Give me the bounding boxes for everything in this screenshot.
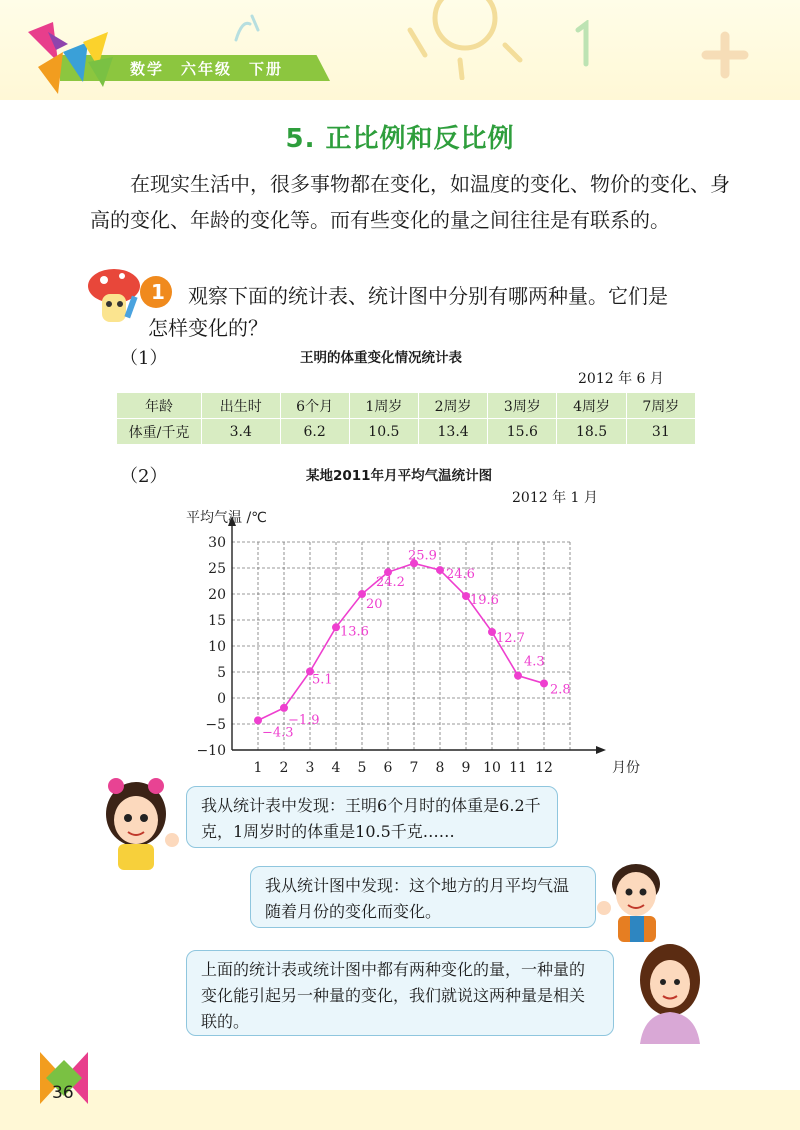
data-label: 13.6 <box>340 624 369 640</box>
y-axis-title: 平均气温 /℃ <box>186 510 267 526</box>
y-tick-label: −10 <box>196 743 226 759</box>
table-cell: 体重/千克 <box>117 419 202 445</box>
part2-label: （2） <box>120 466 168 487</box>
y-tick-label: 20 <box>208 587 226 603</box>
book-title: 数学 六年级 下册 <box>130 60 284 78</box>
number-one-decoration <box>568 20 598 68</box>
chart-date: 2012 年 1 月 <box>512 490 598 506</box>
teacher-character-icon <box>630 940 710 1044</box>
weight-table <box>116 392 696 445</box>
table-caption: 王明的体重变化情况统计表 <box>300 350 462 366</box>
data-label: 24.2 <box>376 575 405 591</box>
x-tick-label: 6 <box>383 760 393 776</box>
x-axis-title: 月份 <box>612 760 640 776</box>
y-tick-label: 5 <box>217 665 226 681</box>
table-cell: 15.6 <box>488 419 557 445</box>
x-tick-label: 7 <box>409 760 419 776</box>
data-label: 20 <box>366 597 383 612</box>
x-tick-label: 9 <box>461 760 471 776</box>
tangram-logo <box>28 22 118 94</box>
x-tick-label: 10 <box>483 760 501 776</box>
question-text-line1: 观察下面的统计表、统计图中分别有哪两种量。它们是 <box>188 284 668 308</box>
table-cell: 3.4 <box>202 419 281 445</box>
x-tick-label: 12 <box>535 760 553 776</box>
data-label: 4.3 <box>524 654 545 670</box>
table-row <box>117 419 696 445</box>
data-point <box>254 716 262 724</box>
table-header-cell: 年龄 <box>117 393 202 419</box>
table-date: 2012 年 6 月 <box>578 371 664 387</box>
y-tick-label: 0 <box>217 691 226 707</box>
teacher-speech-bubble: 上面的统计表或统计图中都有两种变化的量，一种量的变化能引起另一种量的变化，我们就说这两种量是相关联的。 <box>186 950 614 1036</box>
y-tick-label: 25 <box>208 561 226 577</box>
chart-caption: 某地2011年月平均气温统计图 <box>306 468 493 484</box>
table-header-cell: 3周岁 <box>488 393 557 419</box>
music-note-decoration <box>228 10 268 50</box>
intro-paragraph: 在现实生活中，很多事物都在变化，如温度的变化、物价的变化、身高的变化、年龄的变化等。而有些变化的量之间往往是有联系的。 <box>90 172 730 232</box>
x-axis-arrow <box>596 746 606 754</box>
table-header-cell: 7周岁 <box>626 393 695 419</box>
girl-speech-bubble: 我从统计表中发现：王明6个月时的体重是6.2千克，1周岁时的体重是10.5千克…… <box>186 786 558 848</box>
plus-decoration <box>700 30 750 80</box>
y-tick-label: 15 <box>208 613 226 629</box>
data-point <box>488 628 496 636</box>
table-header-cell: 1周岁 <box>349 393 418 419</box>
data-label: 19.6 <box>470 593 499 609</box>
data-point <box>436 566 444 574</box>
data-point <box>332 623 340 631</box>
x-tick-label: 11 <box>509 760 527 776</box>
table-cell: 31 <box>626 419 695 445</box>
x-tick-label: 5 <box>357 760 367 776</box>
x-tick-label: 4 <box>331 760 341 776</box>
data-label: −1.9 <box>288 712 320 728</box>
table-header-cell: 4周岁 <box>557 393 626 419</box>
y-tick-label: 10 <box>208 639 226 655</box>
table-cell: 18.5 <box>557 419 626 445</box>
data-label: −4.3 <box>262 725 294 741</box>
y-tick-label: −5 <box>205 717 226 733</box>
question-text-line2: 怎样变化的？ <box>148 316 268 340</box>
table-header-cell: 2周岁 <box>418 393 487 419</box>
table-cell: 6.2 <box>280 419 349 445</box>
girl-character-icon <box>96 778 182 870</box>
table-cell: 13.4 <box>418 419 487 445</box>
x-tick-label: 8 <box>435 760 445 776</box>
data-point <box>514 672 522 680</box>
data-label: 24.6 <box>446 567 475 583</box>
table-header-cell: 出生时 <box>202 393 281 419</box>
footer-band <box>0 1090 800 1130</box>
sun-decoration <box>400 0 530 80</box>
x-tick-label: 3 <box>305 760 315 776</box>
data-point <box>540 679 548 687</box>
data-point <box>280 704 288 712</box>
data-point <box>462 592 470 600</box>
table-cell: 10.5 <box>349 419 418 445</box>
x-tick-label: 1 <box>253 760 263 776</box>
table-header-cell: 6个月 <box>280 393 349 419</box>
boy-character-icon <box>592 856 678 942</box>
page-number: 36 <box>52 1083 74 1103</box>
data-label: 25.9 <box>408 548 437 564</box>
x-tick-label: 2 <box>279 760 289 776</box>
data-point <box>358 590 366 598</box>
section-title: 5. 正比例和反比例 <box>285 124 515 154</box>
data-label: 2.8 <box>550 682 571 698</box>
table-header-row <box>117 393 696 419</box>
part1-label: （1） <box>120 348 168 369</box>
temperature-line-chart <box>170 500 650 780</box>
question-number: 1 <box>151 280 165 304</box>
data-label: 12.7 <box>496 630 525 646</box>
y-tick-label: 30 <box>208 535 226 551</box>
boy-speech-bubble: 我从统计图中发现：这个地方的月平均气温随着月份的变化而变化。 <box>250 866 596 928</box>
data-label: 5.1 <box>312 672 333 688</box>
